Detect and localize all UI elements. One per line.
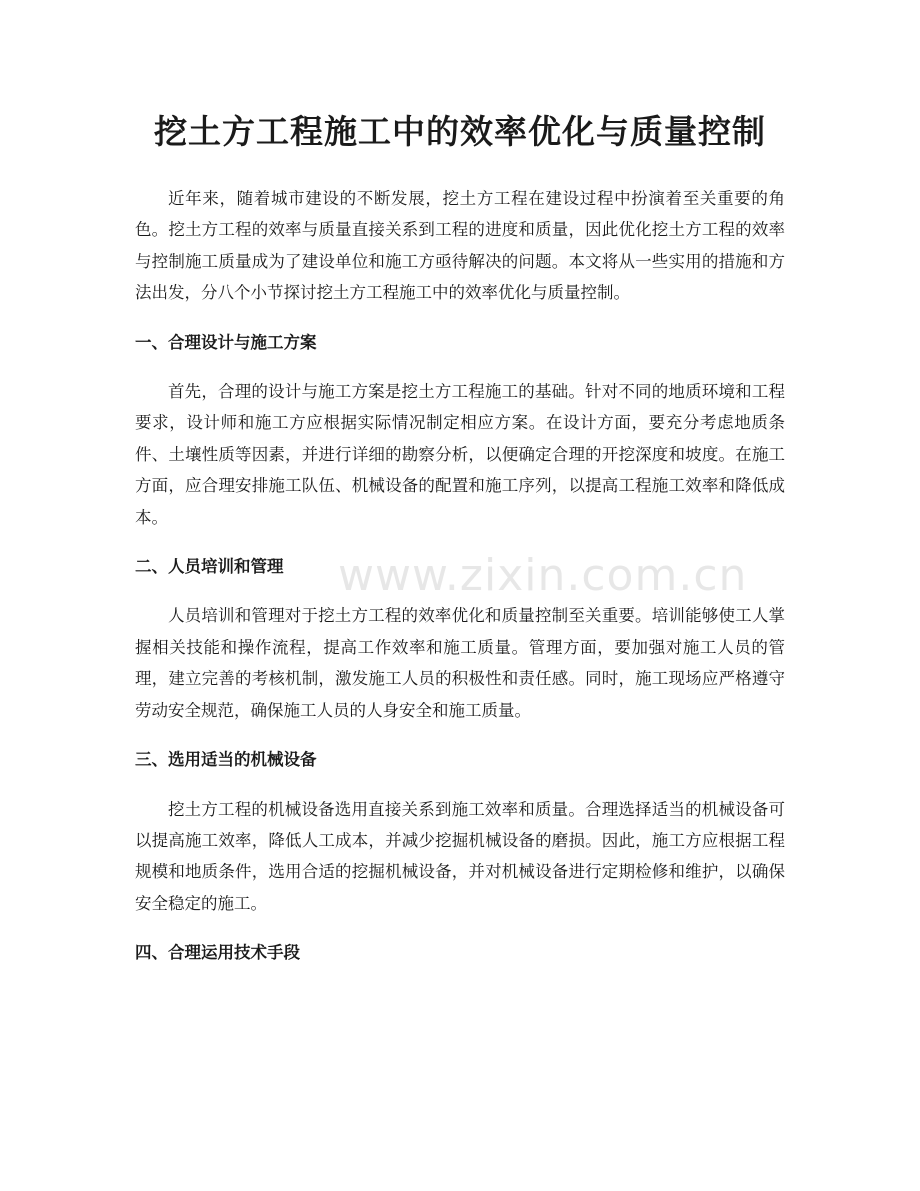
section-paragraph-2: 人员培训和管理对于挖土方工程的效率优化和质量控制至关重要。培训能够使工人掌握相关技能和操作流程，提高工作效率和施工质量。管理方面，要加强对施工人员的管理，建立完善的考核机制，激发施工人员的积极性和责任感。同时，施工现场应严格遵守劳动安全规范，确保施工人员的人身安全和施工质量。 — [135, 606, 785, 720]
section-heading-4: 四、合理运用技术手段 — [135, 943, 300, 963]
intro-paragraph: 近年来，随着城市建设的不断发展，挖土方工程在建设过程中扮演着至关重要的角色。挖土方工程的效率与质量直接关系到工程的进度和质量，因此优化挖土方工程的效率与控制施工质量成为了建设单位和施工方亟待解决的问题。本文将从一些实用的措施和方法出发，分八个小节探讨挖土方工程施工中的效率优化与质量控制。 — [135, 189, 785, 303]
section-heading-1: 一、合理设计与施工方案 — [135, 332, 317, 352]
section-paragraph-3: 挖土方工程的机械设备选用直接关系到施工效率和质量。合理选择适当的机械设备可以提高施工效率，降低人工成本，并减少挖掘机械设备的磨损。因此，施工方应根据工程规模和地质条件，选用合适的挖掘机械设备，并对机械设备进行定期检修和维护，以确保安全稳定的施工。 — [135, 799, 785, 913]
section-heading-2: 二、人员培训和管理 — [135, 557, 284, 577]
section-paragraph-1: 首先，合理的设计与施工方案是挖土方工程施工的基础。针对不同的地质环境和工程要求，设计师和施工方应根据实际情况制定相应方案。在设计方面，要充分考虑地质条件、土壤性质等因素，并进行详细的勘察分析，以便确定合理的开挖深度和坡度。在施工方面，应合理安排施工队伍、机械设备的配置和施工序列，以提高工程施工效率和降低成本。 — [135, 382, 785, 527]
document-title: 挖土方工程施工中的效率优化与质量控制 — [154, 112, 766, 151]
section-heading-3: 三、选用适当的机械设备 — [135, 750, 317, 770]
document-body — [135, 183, 785, 969]
watermark: www.zixin.com.cn — [338, 550, 748, 601]
